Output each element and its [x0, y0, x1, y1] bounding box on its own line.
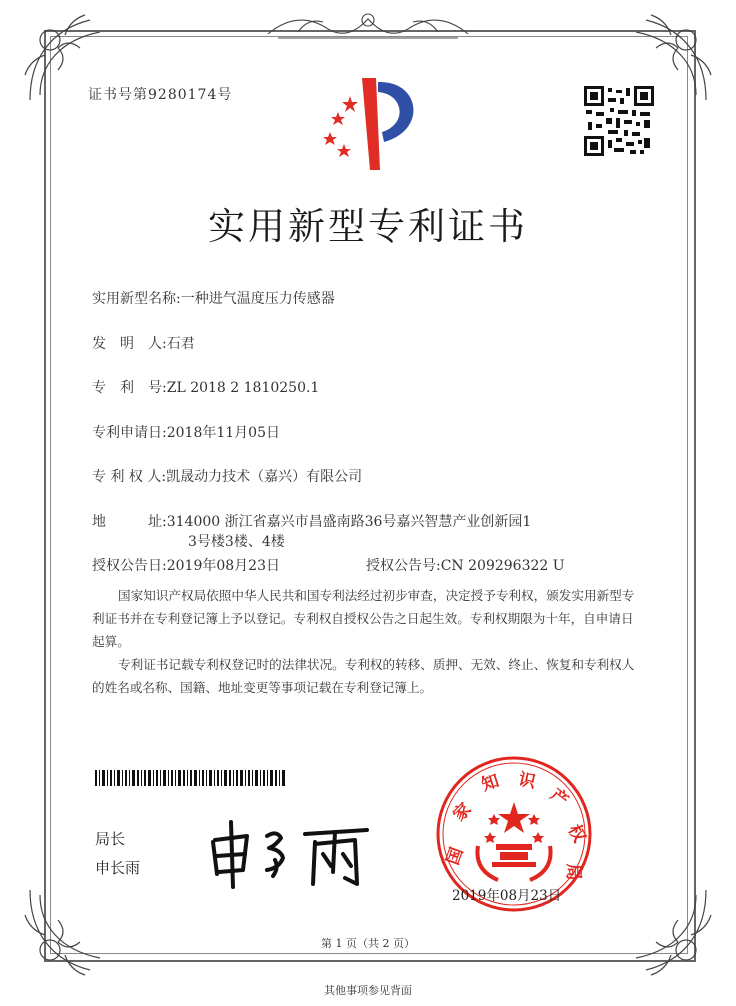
field-label: 授权公告号:	[366, 558, 441, 574]
field-label: 授权公告日:	[92, 558, 167, 574]
svg-text:局: 局	[563, 863, 583, 881]
field-value: 314000 浙江省嘉兴市昌盛南路36号嘉兴智慧产业创新园1	[166, 514, 532, 530]
field-value: 2019年08月23日	[166, 558, 280, 574]
cnipa-logo-icon	[300, 70, 430, 180]
svg-text:产: 产	[546, 784, 572, 812]
field-grant-date	[92, 555, 280, 575]
field-label: 地 址:	[92, 514, 167, 530]
svg-text:知: 知	[479, 771, 502, 796]
svg-text:识: 识	[516, 769, 538, 793]
field-value: 2018年11月05日	[166, 425, 280, 441]
svg-text:国: 国	[442, 844, 468, 868]
field-grant-number	[366, 555, 565, 575]
qr-code-icon	[584, 86, 654, 156]
field-address-line2: 3号楼3楼、4楼	[188, 534, 285, 550]
director-title: 局长	[95, 830, 126, 848]
seal-date: 2019年08月23日	[452, 888, 562, 904]
field-label: 专 利 权 人:	[92, 469, 167, 485]
footer-note: 其他事项参见背面	[324, 984, 412, 997]
svg-text:家: 家	[449, 799, 476, 826]
field-patentee	[92, 466, 362, 486]
certificate-title: 实用新型专利证书	[208, 205, 528, 248]
field-value: ZL 2018 2 1810250.1	[166, 380, 320, 396]
field-label: 发 明 人:	[92, 336, 167, 352]
statement-paragraph-1: 国家知识产权局依照中华人民共和国专利法经过初步审查，决定授予专利权，颁发实用新型专利证书并在专利登记簿上予以登记。专利权自授权公告之日起生效。专利权期限为十年，自申请日起算。	[92, 588, 635, 649]
top-ornament-icon	[258, 4, 478, 44]
barcode-icon	[95, 770, 285, 786]
field-label: 实用新型名称:	[92, 291, 181, 307]
field-label: 专利申请日:	[92, 425, 167, 441]
field-filing-date	[92, 422, 280, 442]
page-number: 第 1 页（共 2 页）	[321, 937, 415, 950]
field-value: 一种进气温度压力传感器	[180, 291, 335, 307]
field-value: 凯晟动力技术（嘉兴）有限公司	[166, 469, 363, 485]
field-value: CN 209296322 U	[440, 558, 565, 574]
field-address	[92, 511, 531, 531]
field-label: 专 利 号:	[92, 380, 167, 396]
certificate-number: 证书号第9280174号	[88, 87, 233, 103]
field-utility-model-name	[92, 288, 335, 308]
director-name: 申长雨	[95, 859, 141, 877]
field-value: 石君	[166, 336, 195, 352]
field-patent-number	[92, 377, 319, 397]
field-inventor	[92, 333, 195, 353]
signature-image	[205, 812, 380, 892]
svg-text:权: 权	[563, 821, 590, 846]
statement-paragraph-2: 专利证书记载专利权登记时的法律状况。专利权的转移、质押、无效、终止、恢复和专利权人的姓名或名称、国籍、地址变更等事项记载在专利登记簿上。	[92, 657, 635, 695]
